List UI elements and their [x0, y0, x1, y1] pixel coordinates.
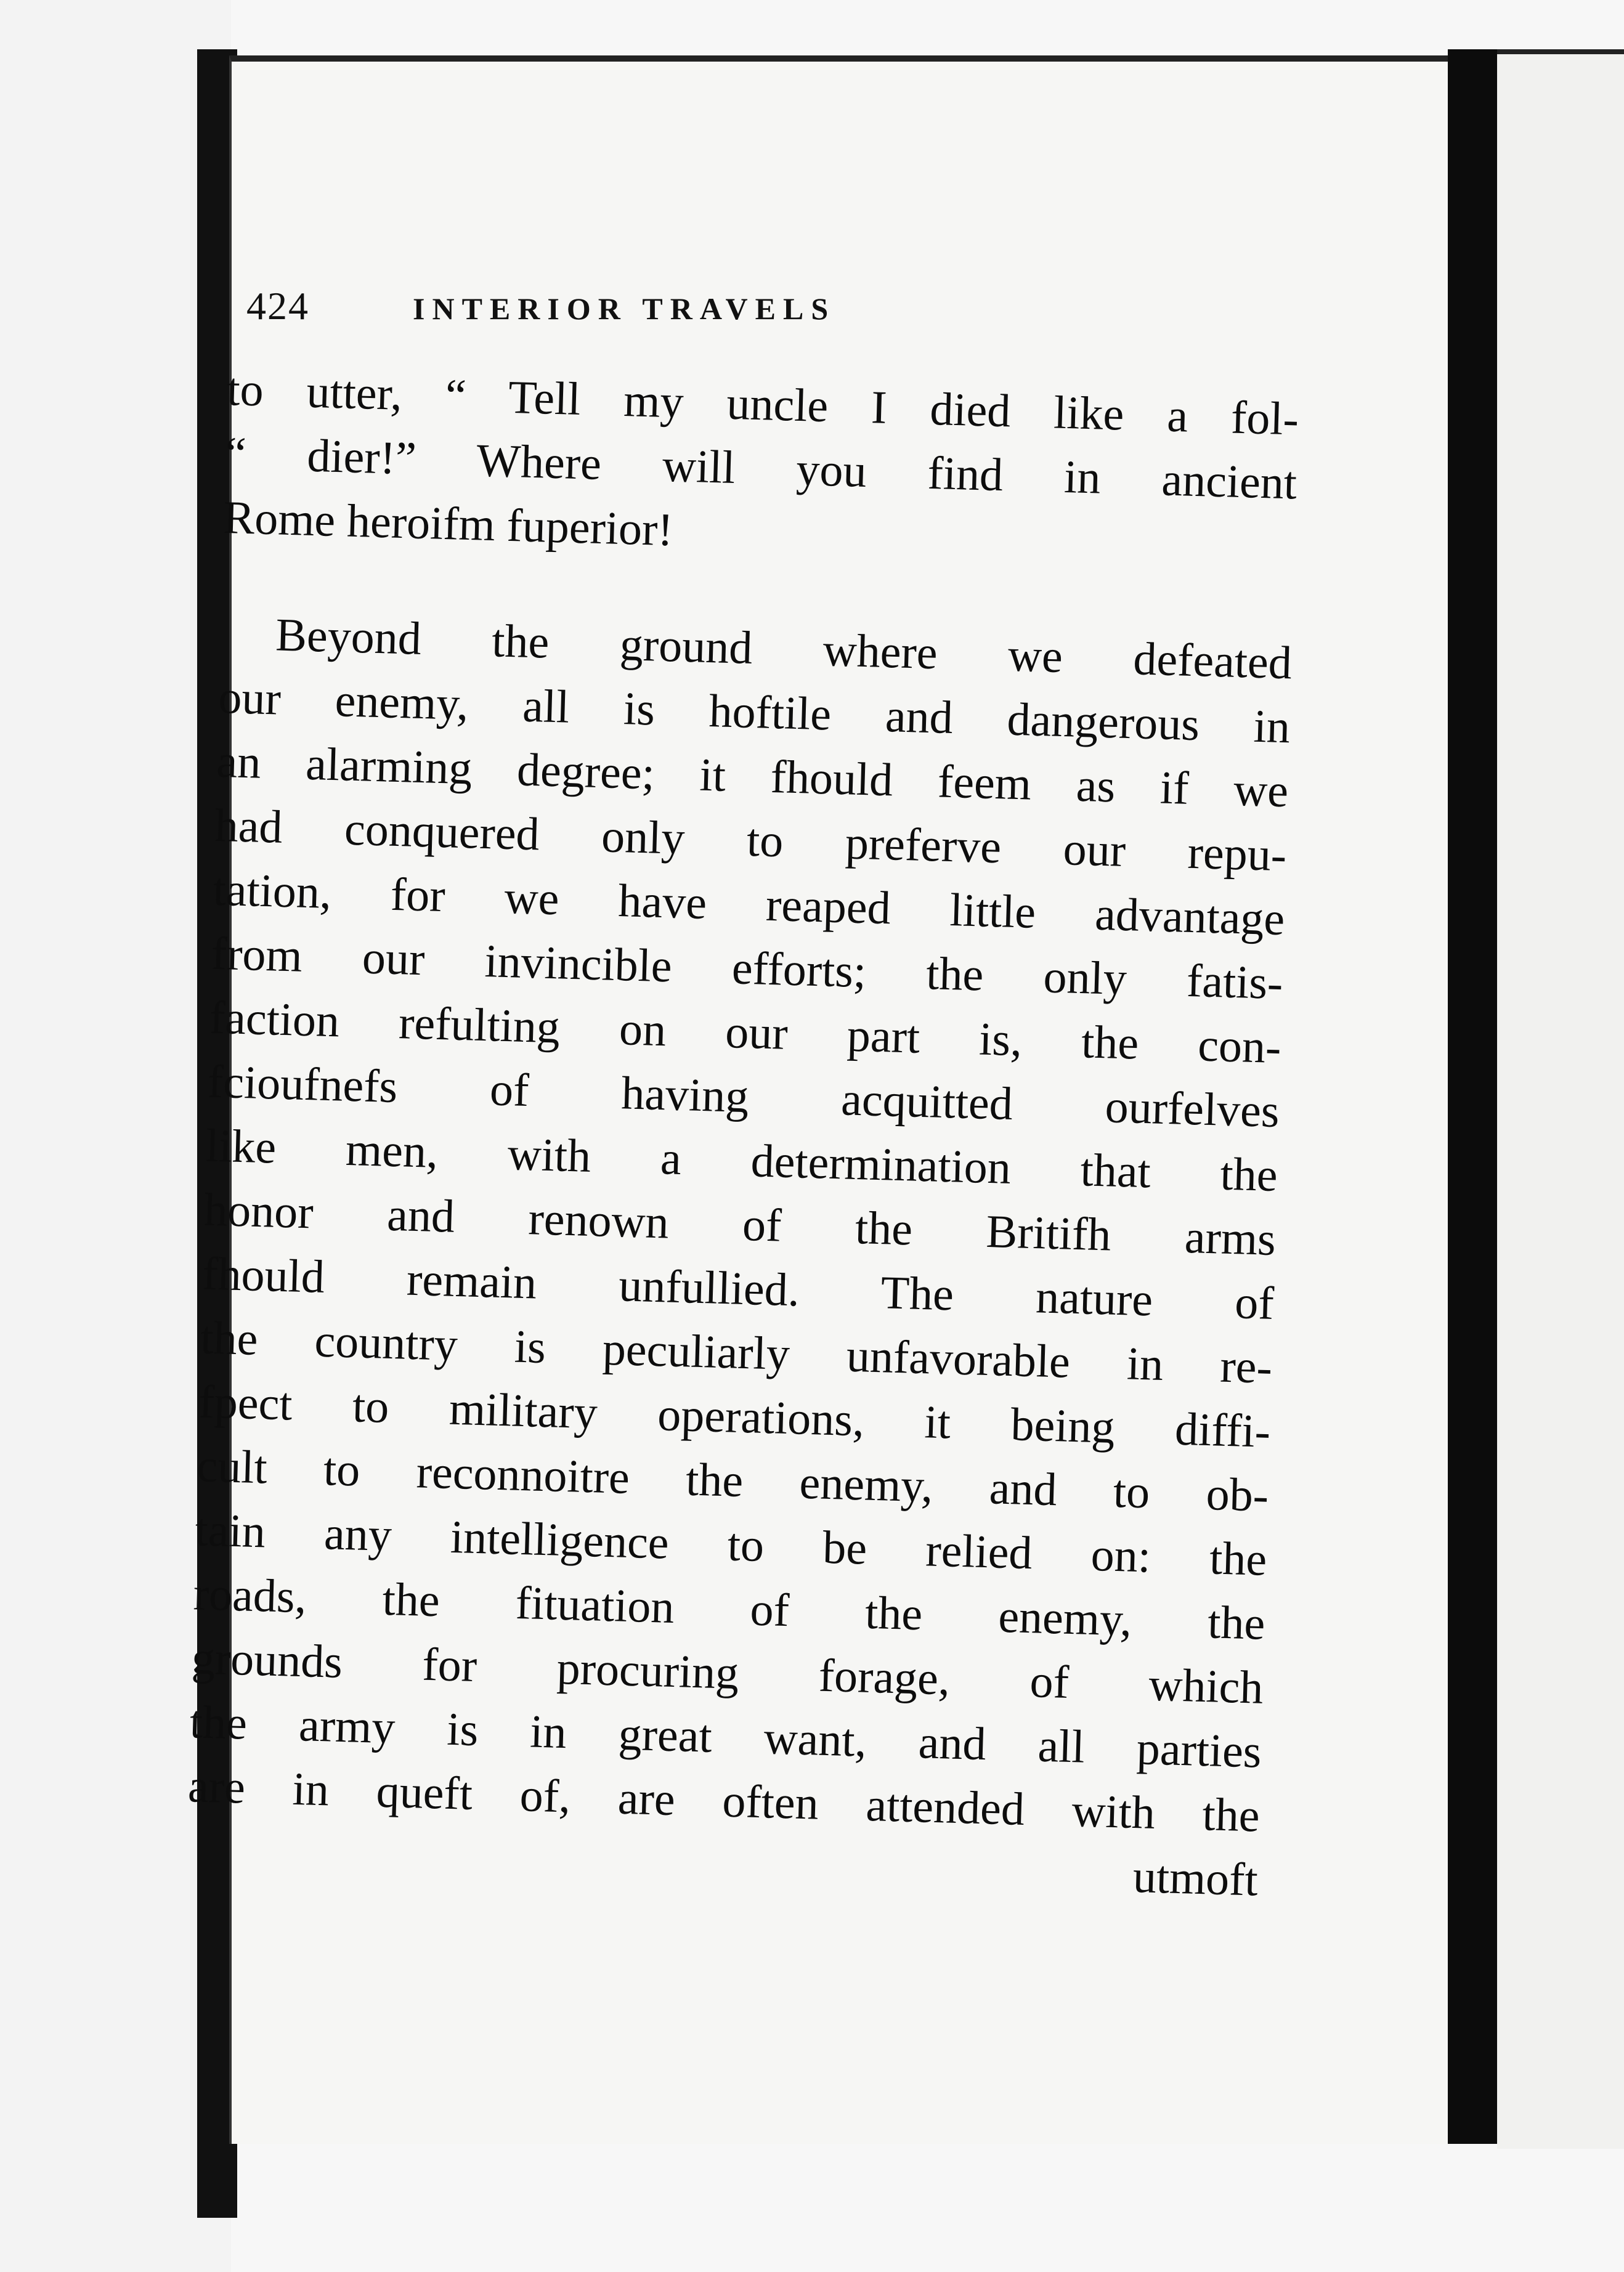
next-page-edge	[1497, 49, 1624, 2149]
text-line: fpect to military operations, it being diffi-	[198, 1376, 1272, 1458]
text-line: had conquered only to preferve our repu-	[214, 799, 1288, 882]
text-line: “ dier!” Where will you find in ancient	[224, 427, 1298, 509]
text-line: from our invincible efforts; the only fatis-	[210, 927, 1284, 1010]
text-line: tation, for we have reaped little advantage	[212, 863, 1286, 946]
running-head	[246, 283, 1109, 351]
text-line: fhould remain unfullied. The nature of	[201, 1248, 1275, 1329]
text-line: fcioufnefs of having acquitted ourfelves	[206, 1055, 1280, 1138]
text-line: like men, with a determination that the	[205, 1119, 1278, 1202]
text-line: tain any intelligence to be relied on: the	[194, 1504, 1268, 1586]
page-number: 424	[246, 284, 309, 328]
text-line: cult to reconnoitre the enemy, and to ob-	[196, 1440, 1270, 1522]
text-line: the country is peculiarly unfavorable in re-	[200, 1312, 1273, 1394]
body-text	[185, 357, 1299, 1912]
text-line: Rome heroifm fuperior!	[222, 491, 674, 556]
text-line: the army is in great want, and all parties	[189, 1696, 1262, 1778]
text-line: faction refulting on our part is, the con-	[208, 991, 1282, 1074]
text-line: Beyond the ground where we defeated	[275, 609, 1293, 689]
page-gutter	[1448, 49, 1497, 2144]
text-line: honor and renown of the Britifh arms	[203, 1183, 1277, 1266]
running-title: INTERIOR TRAVELS	[413, 291, 836, 326]
text-line: grounds for procuring forage, of which	[190, 1632, 1264, 1714]
catchword: utmoft	[1132, 1850, 1259, 1906]
scan-margin-left	[0, 0, 231, 2272]
text-line: roads, the fituation of the enemy, the	[192, 1568, 1266, 1650]
text-line: an alarming degree; it fhould feem as if we	[216, 735, 1289, 818]
text-line: to utter, “ Tell my uncle I died like a fol-	[226, 363, 1300, 445]
text-line: our enemy, all is hoftile and dangerous in	[217, 671, 1291, 753]
text-line: are in queft of, are often attended with the	[187, 1760, 1261, 1842]
